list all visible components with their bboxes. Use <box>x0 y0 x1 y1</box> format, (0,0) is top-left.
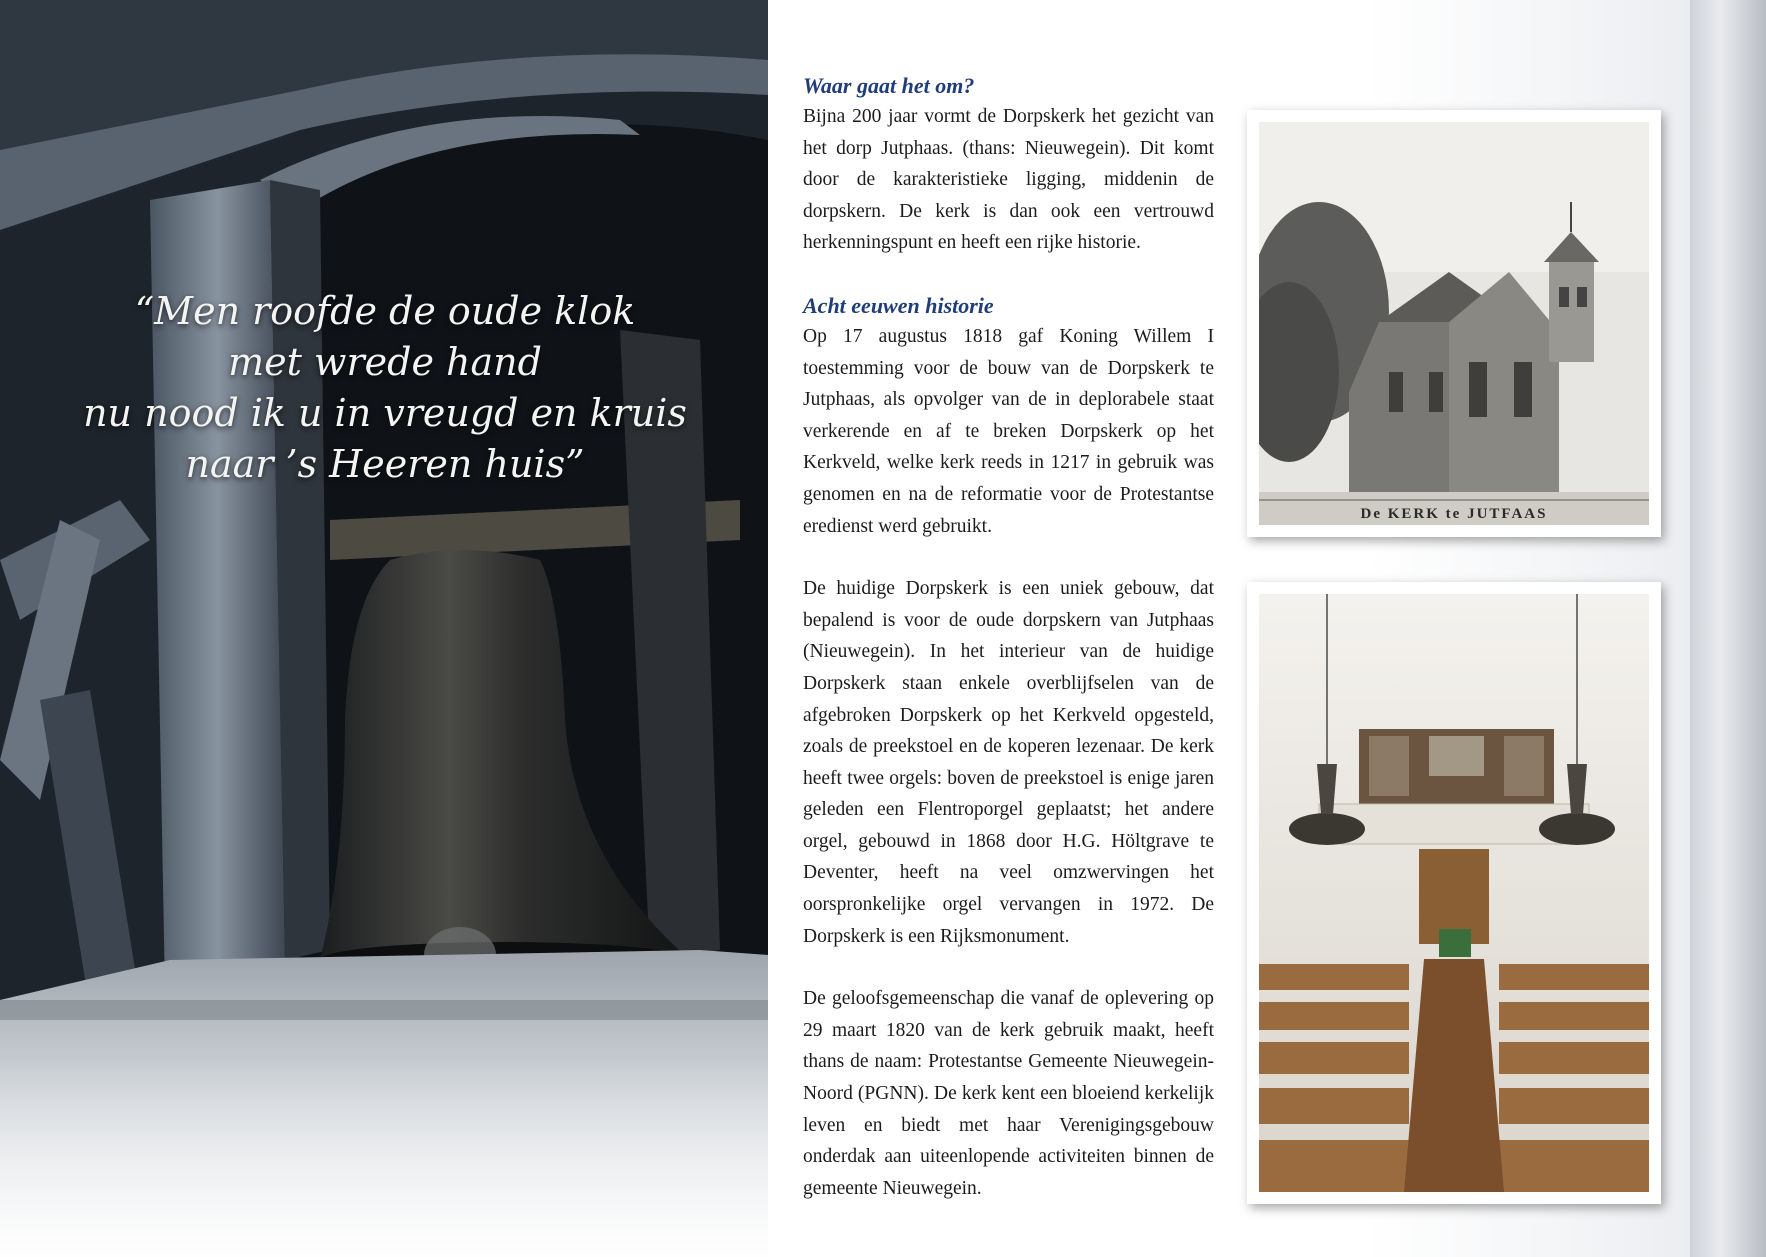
church-interior-illustration <box>1259 594 1649 1192</box>
section-heading-waar-gaat-het-om: Waar gaat het om? <box>803 73 975 98</box>
etching-photo <box>1247 110 1661 537</box>
intro-paragraph: Bijna 200 jaar vormt de Dorpskerk het gezicht van het dorp Jutphaas. (thans: Nieuwegein). Dit komt door de karakteristieke ligging, middenin de dorpskern. De kerk is dan ook een vertrouwd herkenningspunt en heeft een rijke historie. <box>803 106 1214 254</box>
history-paragraph-1: Op 17 augustus 1818 gaf Koning Willem I toestemming voor de bouw van de Dorpskerk te Jutphaas, als opvolger van de in deplorabele staat verkerende en af te breken Dorpskerk op het Kerkveld, welke kerk reeds in 1217 in gebruik was genomen en na de reformatie voor de Protestantse eredienst werd gebruikt. <box>803 325 1214 537</box>
etching-caption: De KERK te JUTFAAS <box>1360 506 1548 522</box>
church-etching-illustration <box>1259 122 1649 525</box>
section-heading-acht-eeuwen-historie: Acht eeuwen historie <box>803 292 994 318</box>
history-paragraph-3: De geloofsgemeenschap die vanaf de oplevering op 29 maart 1820 van de kerk gebruik maakt, heeft thans de naam: Protestantse Gemeente Nieuwegein-Noord (PGNN). De kerk kent een bloeiend kerkelijk leven en biedt met haar Verenigingsgebouw onderdak aan uiteenlopende activiteiten binnen de gemeente Nieuwegein. <box>803 988 1214 1199</box>
church-interior-photo <box>1247 582 1661 1204</box>
article-body <box>803 70 1214 1235</box>
page-edge-shade <box>1690 0 1766 1257</box>
bell-inscription-quote: “Men roofde de oude klok met wrede hand nu nood ik u in vreugd en kruis naar ’s Heeren huis” <box>83 289 687 486</box>
history-paragraph-2: De huidige Dorpskerk is een uniek gebouw, dat bepalend is voor de oude dorpskern van Jutphaas (Nieuwegein). In het interieur van de huidige Dorpskerk staan enkele overblijfselen van de afgebroken Dorpskerk op het Kerkveld opgesteld, zoals de preekstoel en de koperen lezenaar. De kerk heeft twee orgels: boven de preekstoel is enige jaren geleden een Flentroporgel geplaatst; het andere orgel, gebouwd in 1868 door H.G. Höltgrave te Deventer, heeft na veel omzwervingen het oorspronkelijke orgel vervangen in 1972. De Dorpskerk is een Rijksmonument. <box>803 578 1214 947</box>
bell-tower-photo <box>0 0 768 1257</box>
bell-tower-illustration <box>0 0 768 1257</box>
